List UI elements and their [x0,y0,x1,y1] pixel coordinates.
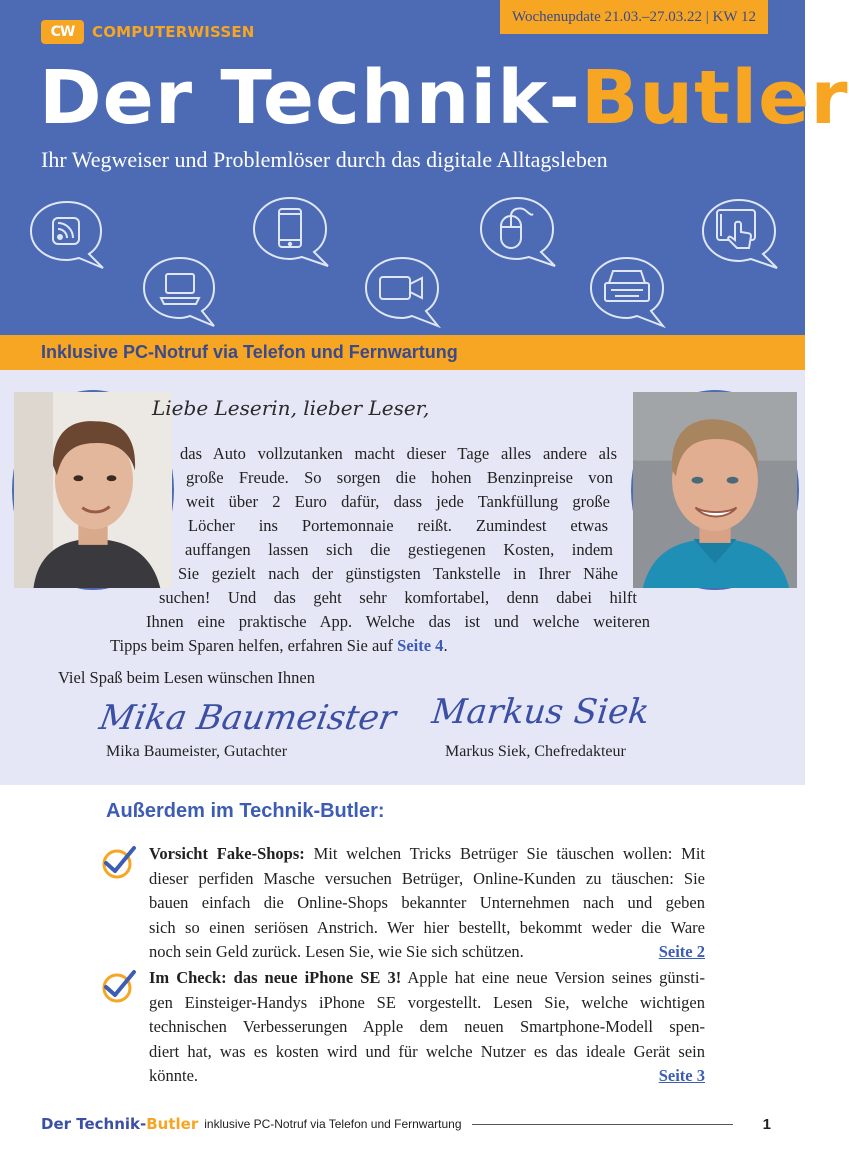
item-line-text: könnte. [149,1066,199,1085]
brand-name: COMPUTERWISSEN [92,23,255,41]
signature-markus-siek: Markus Siek [429,692,652,732]
closing-line: Viel Spaß beim Lesen wünschen Ihnen [58,668,315,687]
item-line [149,940,705,965]
caption-mika-baumeister: Mika Baumeister, Gutachter [106,743,288,760]
footer-divider [472,1124,733,1125]
masthead [0,0,849,335]
footer-brand [41,1115,198,1133]
item-line: gen Einsteiger-Handys iPhone SE vorgestellt. Lesen Sie, welche wichtigen [149,992,705,1012]
smartphone-bubble-icon [250,194,332,270]
week-badge: Wochenupdate 21.03.–27.03.22 | KW 12 [500,0,768,34]
item-line: bauen einfach die Online-Shops bekannter Unternehmen nach und geben [149,893,705,912]
item-line-text: Apple hat eine neue Version seines günsti- [401,968,705,987]
portrait-markus-siek [631,390,799,590]
tablet-touch-bubble-icon [697,196,781,272]
check-circle-icon [100,968,136,1004]
item-title: Vorsicht Fake-Shops: [149,844,305,863]
letter-line: Löcher ins Portemonnaie reißt. Zumindest etwas [188,516,608,535]
title-part-white: Der Technik- [39,55,581,141]
item-line: sich so einen seriösen Anstrich. Wer hier bestellt, bekommt weder die Ware [149,917,705,937]
signature-mika-baumeister: Mika Baumeister [96,698,399,738]
letter-line: Sie gezielt nach der günstigsten Tankstelle in Ihrer Nähe [178,564,618,583]
letter-period: . [443,636,448,655]
video-camera-bubble-icon [360,254,442,330]
item-text [149,966,705,1089]
letter-line: große Freude. So sorgen die hohen Benzinpreise von [186,468,613,487]
brand [41,20,255,44]
editorial-letter [110,442,655,658]
item-line [149,842,705,867]
page-subtitle: Ihr Wegweiser und Problemlöser durch das digitale Alltagsleben [41,147,608,172]
pc-notruf-banner: Inklusive PC-Notruf via Telefon und Fernwartung [0,335,805,370]
caption-markus-siek: Markus Siek, Chefredakteur [445,743,626,760]
scanner-bubble-icon [585,254,669,330]
title-part-orange: Butler [580,55,849,141]
also-in-heading: Außerdem im Technik-Butler: [106,800,385,822]
item-line-text: noch sein Geld zurück. Lesen Sie, wie Sie sich schützen. [149,942,524,961]
letter-line: Ihnen eine praktische App. Welche das ist und welche weiteren [146,612,650,631]
page-title [39,48,849,148]
page-3-link[interactable]: Seite 3 [658,1066,705,1085]
rss-bubble-icon [27,198,107,270]
item-line: dieser perfiden Masche versuchen Betrüger, Online-Kunden zu täuschen: Sie [149,868,705,888]
item-line: diert hat, was es kosten wird und für welche Nutzer es das ideale Gerät sein [149,1041,705,1061]
laptop-bubble-icon [138,254,220,330]
footer-brand-part1: Der Technik- [41,1115,147,1133]
item-line [149,1064,705,1089]
letter-line: suchen! Und das geht sehr komfortabel, denn dabei hilft [159,588,637,607]
page-4-link[interactable]: Seite 4 [397,636,444,655]
footer-brand-part2: Butler [146,1115,199,1133]
greeting: Liebe Leserin, lieber Leser, [152,396,430,420]
item-title: Im Check: das neue iPhone SE 3! [149,968,402,987]
editorial-section [0,370,805,785]
item-line-text: Mit welchen Tricks Betrüger Sie täuschen wollen: Mit [304,844,705,863]
letter-line-text: Tipps beim Sparen helfen, erfahren Sie auf [110,636,398,655]
page-2-link[interactable]: Seite 2 [658,942,705,961]
footer-tagline: inklusive PC-Notruf via Telefon und Fernwartung [204,1117,462,1131]
letter-line: weit über 2 Euro dafür, dass jede Tankfüllung große [186,492,610,511]
item-line [149,966,705,991]
brand-logo: CW [41,20,84,44]
letter-line: auffangen lassen sich die gestiegenen Kosten, indem [185,540,613,559]
page-number: 1 [762,1115,771,1133]
item-line: technischen Verbesserungen Apple dem neuen Smartphone-Modell spen- [149,1017,705,1036]
letter-line: das Auto vollzutanken macht dieser Tage alles andere als [180,444,617,463]
mouse-bubble-icon [475,194,559,270]
page-footer [41,1112,771,1136]
item-text [149,842,705,965]
check-circle-icon [100,844,136,880]
letter-last-line [110,634,655,658]
